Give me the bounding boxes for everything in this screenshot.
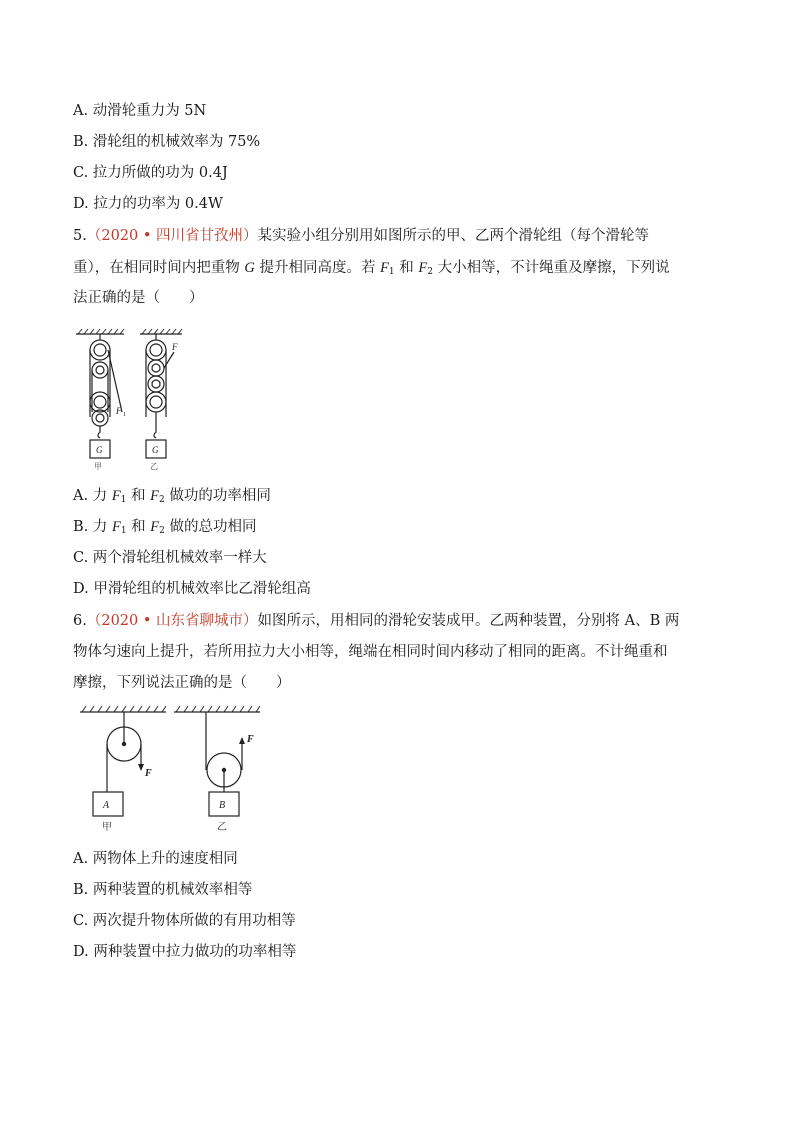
weight-g-right: G [152,445,159,455]
q5-text-2a: 重），在相同时间内把重物 [73,260,245,276]
q5-source: （2020 • 四川省甘孜州） [86,228,258,244]
f-label-yi: F [247,734,254,745]
q5-opt-a-mid: 和 [126,488,151,504]
q5-opt-b-post: 做的总功相同 [164,519,257,535]
q5-option-c: C. 两个滑轮组机械效率一样大 [73,550,267,566]
option-a: A. 动滑轮重力为 5N [73,103,207,119]
q5-line-2 [73,258,670,282]
q6-source: （2020 • 山东省聊城市） [86,613,258,629]
q6-figure [74,702,274,841]
label-yi-6: 乙 [217,822,227,833]
label-yi: 乙 [150,462,158,471]
q6-option-d: D. 两种装置中拉力做功的功率相等 [73,944,297,960]
option-c: C. 拉力所做的功为 0.4J [73,165,228,181]
f-label: F [172,342,178,352]
option-d: D. 拉力的功率为 0.4W [73,196,223,212]
q5-text-2b: 提升相同高度。若 [254,260,381,276]
q6-text-1: 如图所示，用相同的滑轮安装成甲。乙两种装置，分别将 A、B 两 [257,613,680,629]
q6-option-b: B. 两种装置的机械效率相等 [73,882,253,898]
block-a-label: A [103,800,110,811]
q5-sub-2: 2 [427,267,433,277]
q5-var-f2: F [418,260,428,276]
label-jia-6: 甲 [102,822,112,833]
q5-var-f1: F [380,260,389,276]
two-pulley-diagram [74,702,274,837]
option-b: B. 滑轮组的机械效率为 75% [73,134,261,150]
q5-opt-b-pre: B. 力 [73,519,112,535]
f1-label: F [116,406,122,416]
label-jia: 甲 [94,462,102,471]
q5-opt-a-f2: F [150,488,159,504]
q5-option-a [73,486,271,510]
q6-option-c: C. 两次提升物体所做的有用功相等 [73,913,296,929]
q5-option-b [73,517,257,541]
q6-line-1 [73,611,679,631]
q5-number: 5. [73,228,87,244]
block-b-label: B [219,800,226,811]
f1-sub-label: 1 [123,412,126,418]
q6-line-3: 摩擦，下列说法正确的是（ ） [73,675,291,691]
pulley-system-diagram [70,322,210,472]
q5-sub-1: 1 [388,267,395,277]
q5-opt-b-sub2: 2 [159,526,165,536]
weight-g-left: G [96,445,103,455]
q5-and: 和 [394,260,419,276]
q5-opt-a-pre: A. 力 [73,488,112,504]
q5-opt-a-sub1: 1 [120,495,127,505]
q6-number: 6. [73,613,87,629]
q5-text-1: 某实验小组分别用如图所示的甲、乙两个滑轮组（每个滑轮等 [257,228,650,244]
q5-text-2c: 大小相等，不计绳重及摩擦，下列说 [432,260,670,276]
q5-opt-b-f1: F [111,519,121,535]
q5-opt-a-f1: F [111,488,121,504]
q5-opt-b-mid: 和 [126,519,151,535]
q5-var-g: G [244,260,255,276]
q5-opt-b-f2: F [150,519,160,535]
q5-line-3: 法正确的是（ ） [73,290,204,306]
q5-figure [70,322,210,476]
q6-option-a: A. 两物体上升的速度相同 [73,851,238,867]
f-label-jia: F [145,768,152,779]
q6-line-2: 物体匀速向上提升，若所用拉力大小相等，绳端在相同时间内移动了相同的距离。不计绳重和 [73,644,668,660]
q5-option-d: D. 甲滑轮组的机械效率比乙滑轮组高 [73,581,311,597]
q5-opt-a-sub2: 2 [158,495,165,505]
q5-opt-b-sub1: 1 [120,526,127,536]
q5-line-1 [73,226,649,246]
q5-opt-a-post: 做功的功率相同 [164,488,271,504]
